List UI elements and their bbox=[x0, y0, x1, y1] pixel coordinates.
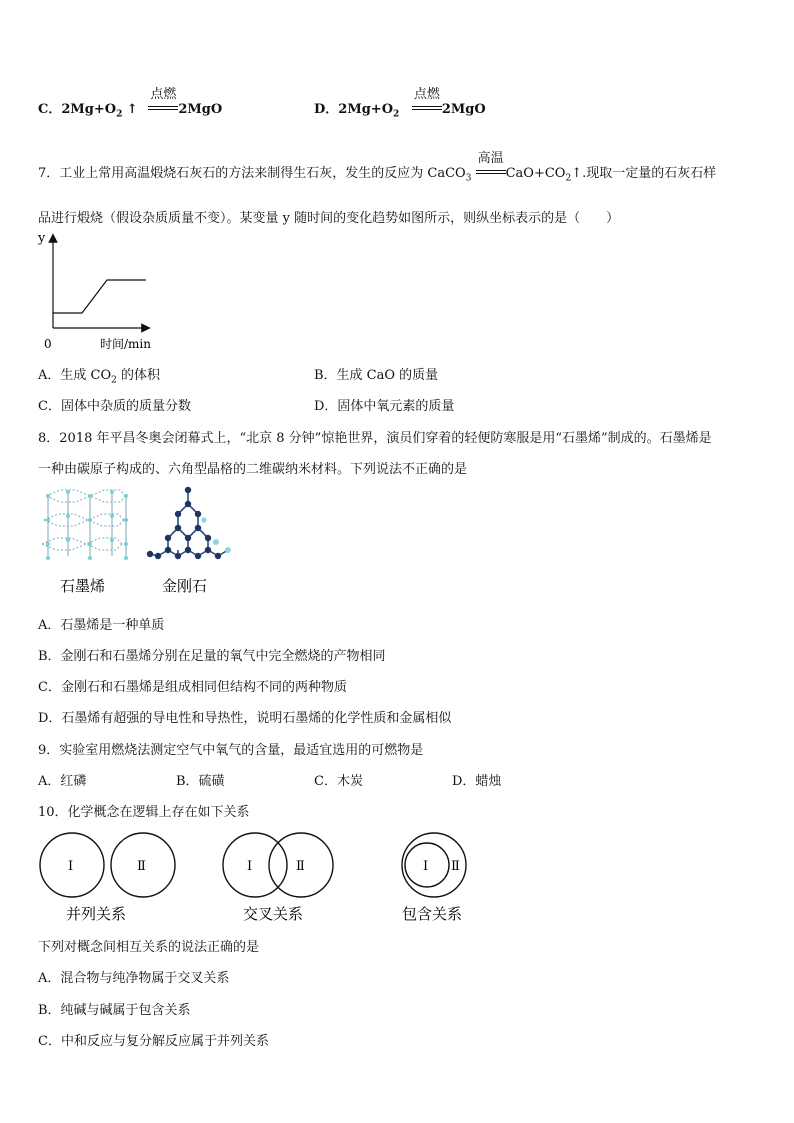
q10-option-c: C．中和反应与复分解反应属于并列关系 bbox=[38, 1034, 269, 1049]
contain-label-1: Ⅰ bbox=[423, 859, 429, 874]
q7-option-b: B．生成 CaO 的质量 bbox=[314, 368, 439, 383]
diamond-label: 金刚石 bbox=[162, 577, 208, 595]
origin-label: 0 bbox=[44, 337, 52, 351]
q10-option-a: A．混合物与纯净物属于交叉关系 bbox=[38, 971, 230, 986]
q8-option-d: D．石墨烯有超强的导电性和导热性，说明石墨烯的化学性质和金属相似 bbox=[38, 711, 452, 726]
q10-question: 下列对概念间相互关系的说法正确的是 bbox=[38, 940, 260, 955]
q10-relation-diagram bbox=[34, 828, 484, 926]
q7-condition: 高温 bbox=[476, 166, 506, 181]
cross-relation-label: 交叉关系 bbox=[243, 905, 304, 923]
q9-option-c: C．木炭 bbox=[314, 774, 363, 789]
parallel-label-2: Ⅱ bbox=[137, 859, 146, 874]
contain-relation-label: 包含关系 bbox=[402, 905, 463, 923]
q8-option-a: A．石墨烯是一种单质 bbox=[38, 618, 165, 633]
q7-stem-line1: 7．工业上常用高温煅烧石灰石的方法来制得生石灰，发生的反应为 CaCO$_3$ 高温 $CaO+CO_2↑$.现取一定量的石灰石样 bbox=[38, 151, 717, 184]
q10-option-b: B．纯碱与碱属于包含关系 bbox=[38, 1003, 191, 1018]
q6-option-c: C．$2Mg+O_2$ ↑ 点燃 2MgO bbox=[38, 87, 223, 120]
q7-option-a: A．生成 $CO_2$ 的体积 bbox=[38, 368, 161, 386]
graphene-lattice-image bbox=[42, 490, 126, 558]
q6d-condition: 点燃 bbox=[412, 102, 442, 117]
q8-option-b: B．金刚石和石墨烯分别在足量的氧气中完全燃烧的产物相同 bbox=[38, 649, 386, 664]
q9-option-a: A．红磷 bbox=[38, 774, 87, 789]
contain-label-2: Ⅱ bbox=[451, 859, 460, 874]
q7-option-d: D．固体中氧元素的质量 bbox=[314, 399, 455, 414]
q8-stem-line1: 8．2018 年平昌冬奥会闭幕式上，“北京 8 分钟”惊艳世界，演员们穿着的轻便防寒服是用“石墨烯”制成的。石墨烯是 bbox=[38, 431, 712, 446]
q9-stem: 9．实验室用燃烧法测定空气中氧气的含量，最适宜选用的可燃物是 bbox=[38, 743, 424, 758]
q8-structure-figure bbox=[38, 484, 248, 599]
q8-option-c: C．金刚石和石墨烯是组成相同但结构不同的两种物质 bbox=[38, 680, 347, 695]
graphene-label: 石墨烯 bbox=[60, 577, 106, 595]
q7-graph bbox=[34, 228, 174, 352]
cross-label-2: Ⅱ bbox=[296, 859, 305, 874]
q8-stem-line2: 一种由碳原子构成的、六角型晶格的二维碳纳米材料。下列说法不正确的是 bbox=[38, 462, 468, 477]
diamond-structure-image bbox=[147, 487, 231, 559]
x-axis-label: 时间/min bbox=[100, 337, 151, 351]
y-axis-label: y bbox=[38, 231, 46, 246]
q10-stem: 10．化学概念在逻辑上存在如下关系 bbox=[38, 805, 250, 820]
q6c-condition: 点燃 bbox=[148, 102, 178, 117]
q7-option-c: C．固体中杂质的质量分数 bbox=[38, 399, 191, 414]
cross-label-1: Ⅰ bbox=[247, 859, 253, 874]
q6-option-d: D．$2Mg+O_2$ 点燃 2MgO bbox=[314, 87, 486, 120]
q9-option-d: D．蜡烛 bbox=[452, 774, 502, 789]
parallel-label-1: Ⅰ bbox=[68, 859, 74, 874]
q9-option-b: B．硫磺 bbox=[176, 774, 225, 789]
parallel-relation-label: 并列关系 bbox=[66, 905, 127, 923]
trend-line bbox=[53, 280, 146, 313]
q7-stem-line2: 品进行煅烧（假设杂质质量不变）。某变量 y 随时间的变化趋势如图所示，则纵坐标表示的是（ ） bbox=[38, 211, 620, 226]
